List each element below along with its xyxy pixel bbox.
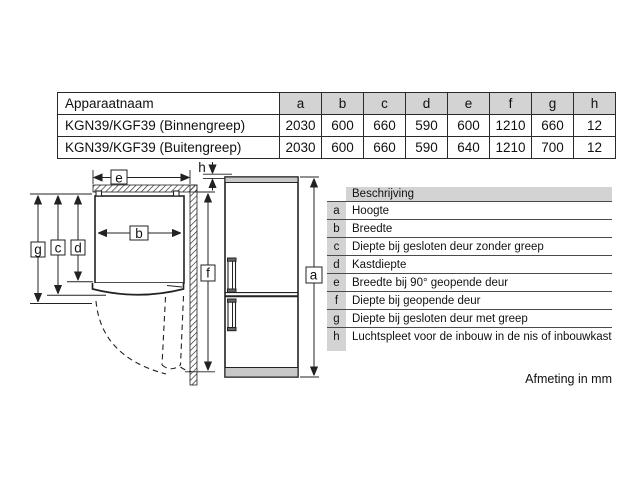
dim-a (300, 177, 322, 377)
legend-description: Breedte (352, 222, 393, 235)
spec-value: 600 (448, 115, 490, 137)
legend-row-d (327, 256, 612, 274)
fridge-top-view (93, 191, 185, 295)
door-handle-upper (228, 258, 237, 292)
legend-header: Beschrijving (346, 187, 612, 201)
spec-value: 12 (574, 137, 616, 159)
legend-row-g (327, 310, 612, 328)
legend-row-a (327, 202, 612, 220)
legend-description: Diepte bij gesloten deur zonder greep (352, 240, 544, 253)
legend-table (327, 187, 612, 351)
spec-col-header-b: b (322, 93, 364, 115)
spec-row (58, 137, 616, 159)
spec-col-header-c: c (364, 93, 406, 115)
dim-label-g: g (34, 242, 42, 257)
spec-value: 1210 (490, 137, 532, 159)
model-name: KGN39/KGF39 (Binnengreep) (58, 115, 280, 137)
spec-value: 12 (574, 115, 616, 137)
spec-col-header-e: e (448, 93, 490, 115)
dim-label-c: c (54, 240, 62, 256)
legend-key: h (327, 328, 346, 345)
door-swing-arc (96, 296, 192, 374)
spec-value: 2030 (280, 115, 322, 137)
spec-col-header-f: f (490, 93, 532, 115)
dim-label-f: f (206, 265, 210, 281)
legend-key-spacer (327, 187, 346, 201)
legend-key: e (327, 274, 346, 291)
spec-value: 660 (364, 115, 406, 137)
dim-label-b: b (135, 226, 143, 241)
spec-col-header-h: h (574, 93, 616, 115)
dim-label-e: e (115, 170, 123, 186)
legend-description: Luchtspleet voor de inbouw in de nis of inbouwkast (352, 330, 612, 343)
legend-description: Kastdiepte (352, 258, 407, 271)
spec-value: 1210 (490, 115, 532, 137)
legend-header-row (327, 187, 612, 202)
spec-table (57, 92, 616, 159)
legend-key: a (327, 202, 346, 219)
units-note: Afmeting in mm (525, 372, 612, 386)
dim-label-h: h (198, 160, 206, 175)
legend-key: c (327, 238, 346, 255)
dimension-diagram (25, 158, 325, 398)
spec-row (58, 115, 616, 137)
legend-description: Diepte bij gesloten deur met greep (352, 312, 528, 325)
spec-value: 640 (448, 137, 490, 159)
spec-value: 2030 (280, 137, 322, 159)
legend-key: d (327, 256, 346, 273)
legend-row-c (327, 238, 612, 256)
legend-row-e (327, 274, 612, 292)
spec-col-header-g: g (532, 93, 574, 115)
dim-e (93, 170, 190, 186)
spec-value: 600 (322, 137, 364, 159)
legend-row-h (327, 328, 612, 345)
legend-row-f (327, 292, 612, 310)
dim-label-a: a (309, 267, 318, 283)
legend-key: b (327, 220, 346, 237)
spec-value: 600 (322, 115, 364, 137)
spec-value: 590 (406, 115, 448, 137)
spec-col-header-d: d (406, 93, 448, 115)
model-name: KGN39/KGF39 (Buitengreep) (58, 137, 280, 159)
legend-row-b (327, 220, 612, 238)
fridge-front-view (225, 177, 298, 377)
spec-col-header-a: a (280, 93, 322, 115)
spec-value: 590 (406, 137, 448, 159)
spec-header-row (58, 93, 616, 115)
legend-description: Diepte bij geopende deur (352, 294, 481, 307)
legend-tail (327, 345, 346, 351)
door-handle-lower (228, 299, 237, 331)
legend-description: Hoogte (352, 204, 390, 217)
dim-f (185, 192, 215, 372)
dim-label-d: d (74, 240, 82, 256)
legend-key: g (327, 310, 346, 327)
spec-value: 700 (532, 137, 574, 159)
legend-key: f (327, 292, 346, 309)
spec-name-header: Apparaatnaam (58, 93, 280, 115)
spec-value: 660 (364, 137, 406, 159)
legend-description: Breedte bij 90° geopende deur (352, 276, 509, 289)
spec-value: 660 (532, 115, 574, 137)
